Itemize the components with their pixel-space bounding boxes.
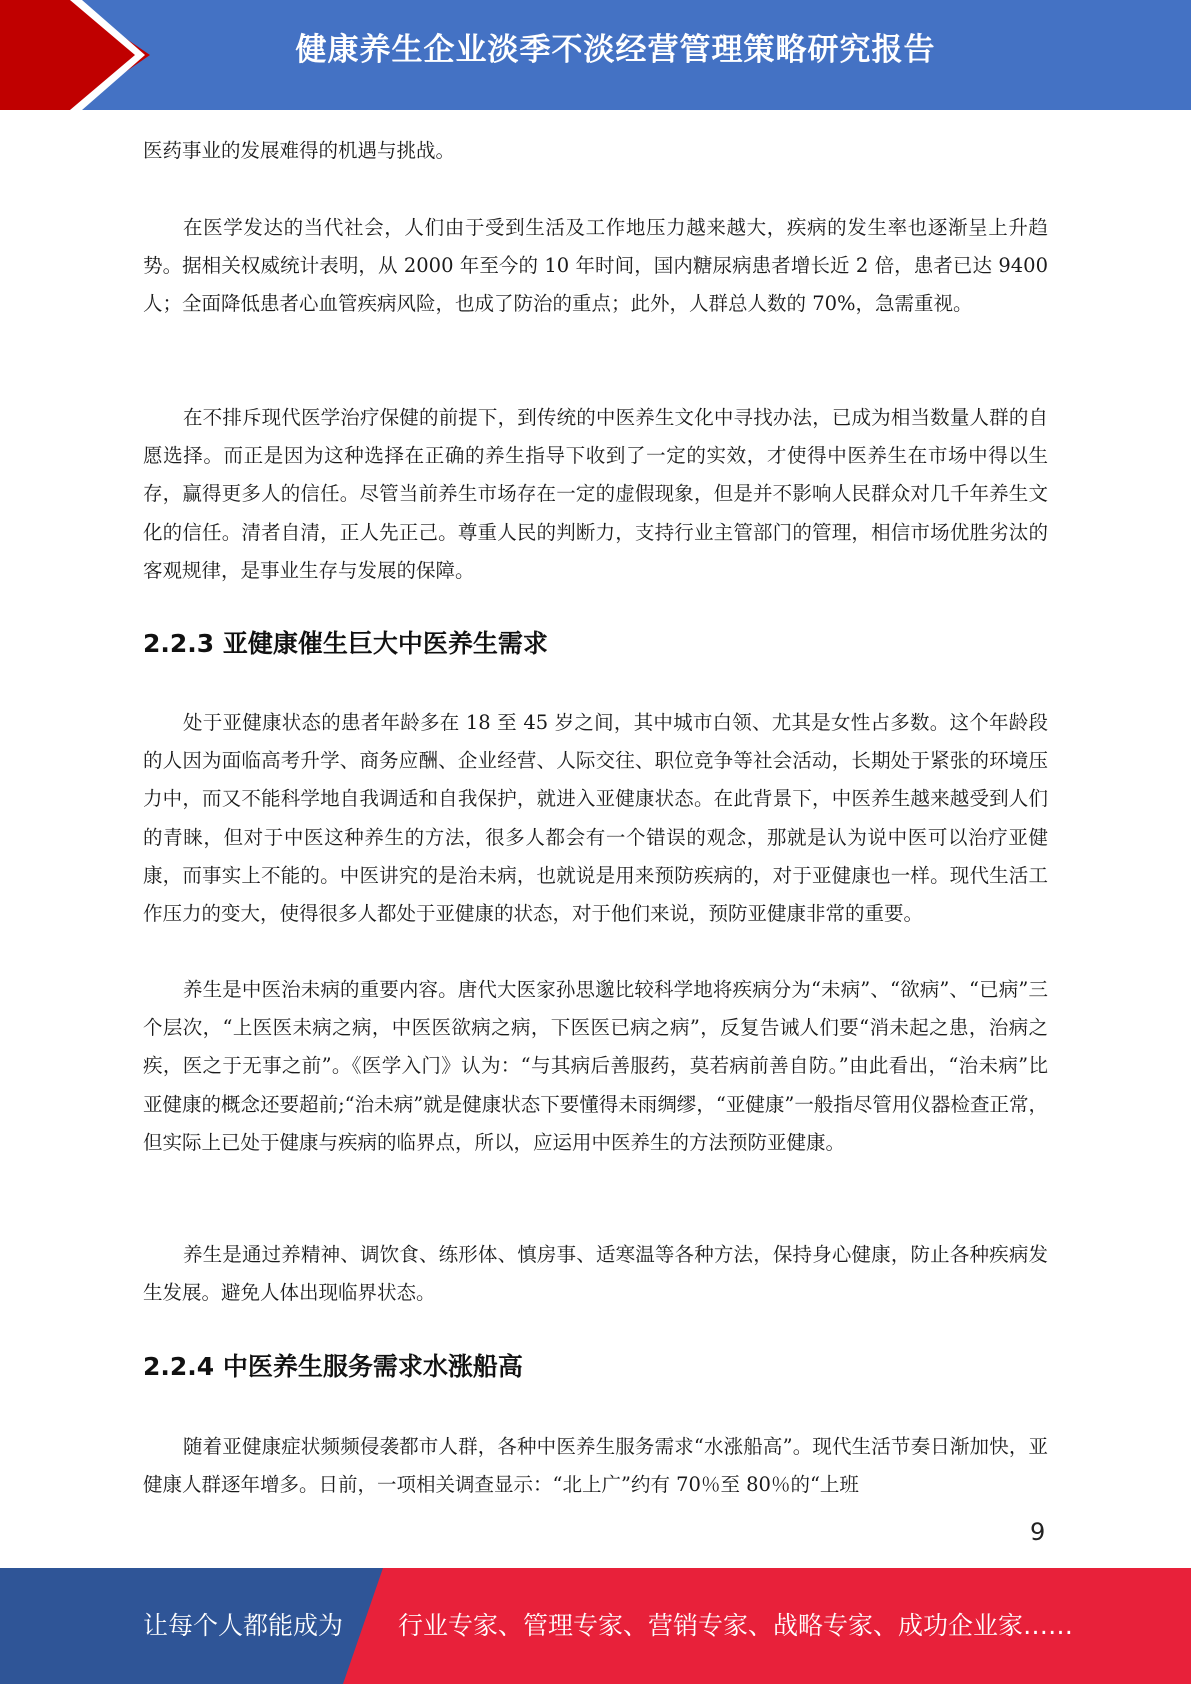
page-footer: [0, 1568, 1191, 1684]
page-number: 9: [1030, 1518, 1046, 1546]
paragraph: 随着亚健康症状频频侵袭都市人群，各种中医养生服务需求“水涨船高”。现代生活节奏日渐加快，亚健康人群逐年增多。日前，一项相关调查显示：“北上广”约有 70％至 80％的“上班: [143, 1435, 1048, 1497]
section-heading: 2.2.3 亚健康催生巨大中医养生需求: [143, 629, 548, 658]
footer-slogan-right: 行业专家、管理专家、营销专家、战略专家、成功企业家……: [398, 1611, 1074, 1640]
page-header: [0, 0, 1191, 110]
report-title: 健康养生企业淡季不淡经营管理策略研究报告: [295, 32, 936, 68]
paragraph: 养生是中医治未病的重要内容。唐代大医家孙思邈比较科学地将疾病分为“未病”、“欲病”、“已病”三个层次，“上医医未病之病，中医医欲病之病，下医医已病之病”，反复告诫人们要“消未起之患，治病之疾，医之于无事之前”。《医学入门》认为：“与其病后善服药，莫若病前善自防。”由此看出，“治未病”比亚健康的概念还要超前;“治未病”就是健康状态下要懂得未雨绸缪，“亚健康”一般指尽管用仪器检查正常，但实际上已处于健康与疾病的临界点，所以，应运用中医养生的方法预防亚健康。: [143, 978, 1048, 1154]
paragraph: 养生是通过养精神、调饮食、练形体、慎房事、适寒温等各种方法，保持身心健康，防止各种疾病发生发展。避免人体出现临界状态。: [143, 1243, 1048, 1305]
paragraph: 在不排斥现代医学治疗保健的前提下，到传统的中医养生文化中寻找办法，已成为相当数量人群的自愿选择。而正是因为这种选择在正确的养生指导下收到了一定的实效，才使得中医养生在市场中得以生存，赢得更多人的信任。尽管当前养生市场存在一定的虚假现象，但是并不影响人民群众对几千年养生文化的信任。清者自清，正人先正己。尊重人民的判断力，支持行业主管部门的管理，相信市场优胜劣汰的客观规律，是事业生存与发展的保障。: [143, 406, 1048, 582]
paragraph: 在医学发达的当代社会，人们由于受到生活及工作地压力越来越大，疾病的发生率也逐渐呈上升趋势。据相关权威统计表明，从 2000 年至今的 10 年时间，国内糖尿病患者增长近 2 倍，患者已达 9400 人；全面降低患者心血管疾病风险，也成了防治的重点；此外，人群总人数的 70%，急需重视。: [143, 216, 1048, 316]
section-heading: 2.2.4 中医养生服务需求水涨船高: [143, 1352, 523, 1381]
paragraph: 处于亚健康状态的患者年龄多在 18 至 45 岁之间，其中城市白领、尤其是女性占多数。这个年龄段的人因为面临高考升学、商务应酬、企业经营、人际交往、职位竞争等社会活动，长期处于紧张的环境压力中，而又不能科学地自我调适和自我保护，就进入亚健康状态。在此背景下，中医养生越来越受到人们的青睐，但对于中医这种养生的方法，很多人都会有一个错误的观念，那就是认为说中医可以治疗亚健康，而事实上不能的。中医讲究的是治未病，也就说是用来预防疾病的，对于亚健康也一样。现代生活工作压力的变大，使得很多人都处于亚健康的状态，对于他们来说，预防亚健康非常的重要。: [143, 711, 1048, 926]
paragraph: 医药事业的发展难得的机遇与挑战。: [143, 139, 456, 162]
footer-slogan-left: 让每个人都能成为: [143, 1611, 344, 1640]
